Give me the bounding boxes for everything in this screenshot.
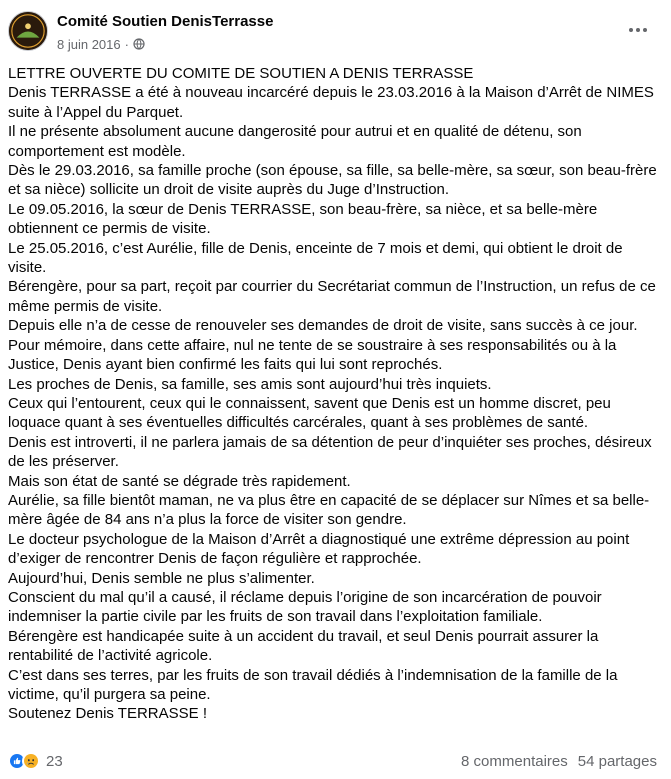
post-body [8, 64, 663, 724]
post-paragraph: Soutenez Denis TERRASSE ! [8, 705, 207, 723]
post-paragraph: Dès le 29.03.2016, sa famille proche (son épouse, sa fille, sa belle-mère, sa sœur, son beau-frère et sa nièce) sollicite un droit de visite auprès du Juge d’Instruction. [8, 162, 657, 199]
post-paragraph: Mais son état de santé se dégrade très rapidement. [8, 472, 351, 490]
post-paragraph: Les proches de Denis, sa famille, ses amis sont aujourd’hui très inquiets. [8, 375, 492, 393]
sad-reaction-icon [22, 752, 40, 770]
reactions-summary[interactable] [8, 750, 63, 772]
post-paragraph: Le 09.05.2016, la sœur de Denis TERRASSE, son beau-frère, sa nièce, et sa belle-mère obtiennent ce permis de visite. [8, 200, 598, 238]
post-paragraph: Aurélie, sa fille bientôt maman, ne va plus être en capacité de se déplacer sur Nîmes et sa belle-mère âgée de 84 ans n’a plus la force de visiter son gendre. [8, 491, 650, 529]
page-logo-icon [9, 12, 47, 50]
post-paragraph: Il ne présente absolument aucune dangerosité pour autrui et en qualité de détenu, son comportement est modèle. [8, 123, 582, 160]
post-meta [57, 36, 145, 52]
post-paragraph: Pour mémoire, dans cette affaire, nul ne tente de se soustraire à ses responsabilités ou à la Justice, Denis ayant bien confirmé les faits qui lui sont reprochés. [8, 336, 617, 374]
post-header [0, 0, 671, 62]
more-options-icon[interactable] [622, 16, 654, 44]
page-name[interactable]: Comité Soutien DenisTerrasse [57, 13, 274, 30]
post-paragraph: Le docteur psychologue de la Maison d’Arrêt a diagnostiqué une extrême dépression au point d’exiger de rencontrer Denis de façon régulière et rapprochée. [8, 530, 630, 568]
post-paragraph: Aujourd’hui, Denis semble ne plus s’alimenter. [8, 569, 315, 587]
post-stats [461, 750, 657, 772]
post-paragraph: Le 25.05.2016, c’est Aurélie, fille de Denis, enceinte de 7 mois et demi, qui obtient le droit de visite. [8, 239, 623, 277]
post-paragraph: Conscient du mal qu’il a causé, il réclame depuis l’origine de son incarcération de pouvoir indemniser la partie civile par les fruits de son travail dans l’exploitation familiale. [8, 588, 602, 626]
reaction-count: 23 [46, 752, 63, 770]
globe-icon[interactable] [133, 38, 145, 50]
post-paragraph: Denis TERRASSE a été à nouveau incarcéré depuis le 23.03.2016 à la Maison d’Arrêt de NIMES suite à l’Appel du Parquet. [8, 84, 654, 121]
page-avatar[interactable] [8, 11, 48, 51]
post-paragraph: Ceux qui l’entourent, ceux qui le connaissent, savent que Denis est un homme discret, peu loquace quant à ses éventuelles difficultés carcérales, quant à ses problèmes de santé. [8, 394, 611, 432]
post-footer [0, 750, 671, 772]
post-paragraph: C’est dans ses terres, par les fruits de son travail dédiés à l’indemnisation de la famille de la victime, qu’il purgera sa peine. [8, 666, 618, 703]
shares-count[interactable]: 54 partages [577, 752, 657, 770]
meta-separator: · [124, 36, 129, 52]
comments-count[interactable]: 8 commentaires [461, 752, 568, 770]
post-paragraph: Bérengère est handicapée suite à un accident du travail, et seul Denis pourrait assurer la rentabilité de l’activité agricole. [8, 627, 599, 665]
post-paragraph: LETTRE OUVERTE DU COMITE DE SOUTIEN A DENIS TERRASSE [8, 65, 474, 82]
post-paragraph: Bérengère, pour sa part, reçoit par courrier du Secrétariat commun de l’Instruction, un refus de ce même permis de visite. [8, 278, 656, 315]
post-paragraph: Depuis elle n’a de cesse de renouveler ses demandes de droit de visite, sans succès à ce jour. [8, 317, 638, 335]
post-date[interactable]: 8 juin 2016 [57, 36, 121, 52]
post-paragraph: Denis est introverti, il ne parlera jamais de sa détention de peur d’inquiéter ses proches, désireux de les préserver. [8, 433, 652, 471]
